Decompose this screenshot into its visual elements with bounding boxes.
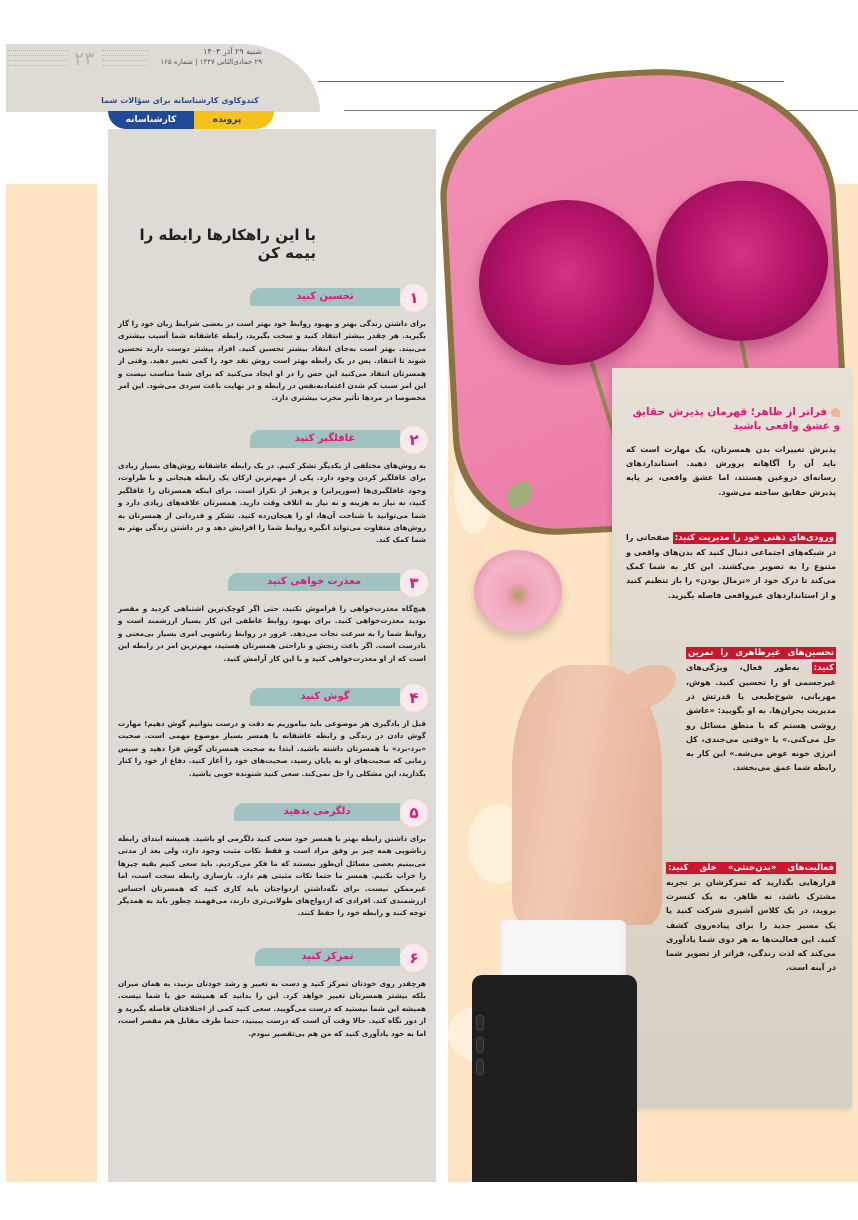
sleeve-button — [476, 1037, 484, 1053]
sidebar-intro — [626, 443, 836, 500]
section-heading: تحسین کنید — [250, 288, 400, 306]
section-body: به روش‌های مختلفی از یکدیگر تشکر کنیم. در یک رابطه عاشقانه روش‌های بسیار زیادی برای غافلگیر کردن وجود دارد. یکی از مهم‌ترین ارکان یک رابطه هیجانی و با طراوت، وجود غافلگیری‌ها (سورپرایز) و پرهیز از تکرار است. برای اینکه همسرتان را غافلگیر کنید، نه نیاز به هزینه و نه نیاز به اتلاف وقت دارید. همسرتان علاقه‌های زیادی دارد و شما می‌توانید با شناخت آن‌ها، او را هیجان‌زده کنید. تشکر و قدردانی از همسرتان به روش‌های متفاوت می‌تواند انگیزه روابط شما را افزایش دهد و در داشتن زندگی بهتر به شما کمک کند. — [118, 461, 426, 545]
sidebar-item — [626, 531, 836, 603]
article-section — [116, 946, 428, 1040]
section-body: قبل از یادگیری هر موضوعی باید بیاموزیم به دقت و درست بتوانیم گوش دهیم! مهارت گوش دادن در زندگی و رابطه عاشقانه با همسر بسیار موضوع مهمی است. صحبت «برد-برد» با همسرتان داشته باشید. ابتدا به صحبت همسرتان گوش فرا دهید و سپس زمانی که صحبت‌های او به پایان رسید، صحبت‌های خود را آغاز کنید. دفاع از خود را کنار بگذارید، این مشکلی را حل نمی‌کند. سعی کنید شنونده خوبی باشید. — [118, 719, 426, 778]
section-header — [116, 286, 428, 308]
divider — [102, 50, 148, 51]
section-heading: گوش کنید — [250, 688, 400, 706]
section-number-badge: ۲ — [400, 426, 428, 454]
article-section — [116, 571, 428, 665]
sidebar-item — [686, 646, 836, 775]
section-header — [116, 946, 428, 968]
sidebar-item-body: قرارهایی بگذارید که تمرکزشان بر تجربه مشترک باشد، نه ظاهر. به یک کنسرت بروید، در یک کلاس آشپزی شرکت کنید یا یک مسیر جدید را برای پیاده‌روی کشف کنید. این فعالیت‌ها به هر دوی شما یادآوری می‌کند که لذت زندگی، فراتر از تصویر شما در آینه است. — [666, 878, 836, 973]
tab-karshenasaneh[interactable]: کارشناسانه — [108, 111, 194, 129]
article-section — [116, 801, 428, 920]
page-title: با این راهکارها رابطه را بیمه کن — [139, 226, 316, 262]
section-header — [116, 428, 428, 450]
article-section — [116, 286, 428, 405]
sidebar-item-tag: تحسین‌های غیرظاهری را تمرین کنید: — [688, 648, 834, 673]
section-number-badge: ۵ — [400, 799, 428, 827]
sleeve-button — [476, 1059, 484, 1075]
page-number: ۲۳ — [74, 48, 95, 70]
section-number-badge: ۴ — [400, 684, 428, 712]
section-body: هیچ‌گاه معذرت‌خواهی را فراموش نکنید، حتی اگر کوچک‌ترین اشتباهی کردید و مقصر بودید معذرت‌خواهی کنید. برای بهبود روابط عاطفی این کار بسیار ارزشمند است و روابط شما را به سرعت نجات می‌دهد. غرور در روابط زناشویی امری بسیار بی‌معنی و نادرست است. اگر باعث رنجش و ناراحتی همسرتان هستید، مهم‌ترین امر در رابطه این است که از او معذرت‌خواهی کنید و با این کار آرامش کنید. — [118, 604, 426, 663]
sidebar-item-body: به‌طور فعال، ویژگی‌های غیرجسمی او را تحسین کنید. هوش، مهربانی، شوخ‌طبعی یا قدرتش در مدیریت بحران‌ها. به او بگویید: «عاشق روشی هستم که با منطق مسائل رو حل می‌کنی.» یا «وقتی می‌خندی، کل انرژی خونه عوض می‌شه.» این کار به رابطه شما عمق می‌بخشد. — [686, 663, 836, 773]
divider — [8, 65, 68, 66]
divider — [102, 55, 148, 56]
section-header — [116, 571, 428, 593]
tab-parvandeh[interactable]: پرونده — [180, 111, 274, 129]
section-body: هرچقدر روی خودتان تمرکز کنید و دست به تغییر و رشد خودتان بزنید، به همان میزان بلکه بیشتر همسرتان تغییر خواهد کرد. این را بدانید که همیشه حق با شما نیست. همیشه این شما نیستید که درست می‌گویید. سعی کنید کمی از اختلافتان فاصله بگیرید و از دور نگاه کنید. حالا وقت آن است که درست ببینید، حتما طرف مقابل هم مقصر است، اما به خود یادآوری کنید که من هم بی‌تقصیر نبودم. — [118, 979, 426, 1038]
section-heading: غافلگیر کنید — [250, 430, 400, 448]
section-heading: معذرت خواهی کنید — [228, 573, 400, 591]
divider — [8, 60, 68, 61]
section-heading: تمرکز کنید — [255, 948, 400, 966]
section-header — [116, 686, 428, 708]
sidebar-item — [666, 861, 836, 975]
sidebar-title — [626, 405, 840, 433]
sidebar-intro-text: پذیرش تغییرات بدن همسرتان، یک مهارت است که باید آن را آگاهانه پرورش دهید. استانداردهای رسانه‌ای دروغین هستند، اما عشق واقعی، بر پایه پذیرش حقایق ساخته می‌شود. — [626, 445, 836, 497]
peony-flower-right — [652, 176, 832, 345]
sidebar-item-tag: فعالیت‌های «بدن‌خنثی» خلق کنید: — [668, 863, 834, 873]
section-number-badge: ۱ — [400, 284, 428, 312]
sidebar-item-body: صفحاتی را در شبکه‌های اجتماعی دنبال کنید که بدن‌های واقعی و متنوع را به تصویر می‌کشند. این کار به شما کمک می‌کند تا درک خود از «نرمال بودن» را باز تنظیم کنید و از استانداردهای غیرواقعی فاصله بگیرید. — [626, 533, 836, 600]
sidebar-item-tag: ورودی‌های ذهنی خود را مدیریت کنید: — [674, 533, 834, 543]
section-body: برای داشتن زندگی بهتر و بهبود روابط خود بهتر است در بعضی شرایط زبان خود را گاز بگیرید. هر چقدر بیشتر انتقاد کنید و سخت بگیرید، رابطه عاشقانه شما آسیب بیشتری می‌بیند. بهتر است به‌جای انتقاد بیشتر تحسین کنید. افراد بیشتر دوست دارند تحسین شوند تا انتقاد. پس در یک رابطه بهتر است روش نقد خود را کمی تغییر دهید. وقتی از همسرتان انتقاد می‌کنید این حس را در او ایجاد می‌کنید که برای شما مناسب نیست و این امر سبب کم شدن اعتماد‌به‌نفس در رابطه و در نهایت باعث سردی می‌شود. این امر مخصوصا در مردها تأثیر مخرب بیشتری دارد. — [118, 319, 426, 403]
issue-number: ۲۹ جمادی‌الثانی ۱۴۴۷ | شماره ۱۶۵ — [160, 58, 262, 66]
article-section — [116, 686, 428, 780]
section-body: برای داشتن رابطه بهتر با همسر خود سعی کنید دلگرمی او باشید. همیشه ابتدای رابطه زناشویی همه چیز بر وفق مراد است و فقط نکات مثبت وجود دارد، ولی بعد از مدتی می‌بینیم بعضی مسائل آن‌طور نیستند که ما فکر می‌کردیم. باید سعی کنیم بقیه چیزها را خراب نکنیم. همسر ما حتما نکات مثبتی هم دارد. بازسازی رابطه سخت است، اما غیرممکن نیست. برای نگه‌داشتن ازدواجتان باید کاری کنید که همسرتان احساس ارزشمندی کند. افرادی که ازدواج‌های طولانی‌تری دارند، می‌فهمند چطور باید به همدیگر توجه کنند و رابطه خود را حفظ کنند. — [118, 834, 426, 918]
issue-date: شنبه ۲۹ آذر ۱۴۰۴ — [203, 47, 262, 56]
peony-flower-left — [475, 196, 658, 370]
sleeve-button — [476, 1015, 484, 1031]
shirt-cuff — [500, 920, 626, 982]
section-tagline: کندوکاوی کارشناسانه برای سؤالات شما — [101, 96, 259, 105]
section-number-badge: ۳ — [400, 569, 428, 597]
leaf-bullet-icon — [831, 408, 840, 417]
divider — [8, 55, 68, 56]
section-header — [116, 801, 428, 823]
divider — [8, 50, 68, 51]
section-number-badge: ۶ — [400, 944, 428, 972]
sidebar-title-text: فراتر از ظاهر؛ قهرمان پذیرش حقایق و عشق واقعی باشید — [632, 406, 840, 432]
pink-rose-illustration — [474, 550, 562, 632]
article-section — [116, 428, 428, 547]
divider — [102, 60, 148, 61]
section-heading: دلگرمی بدهید — [234, 803, 400, 821]
divider — [102, 65, 148, 66]
suit-sleeve — [472, 975, 637, 1182]
decorative-peach-panel-left — [6, 184, 97, 1182]
